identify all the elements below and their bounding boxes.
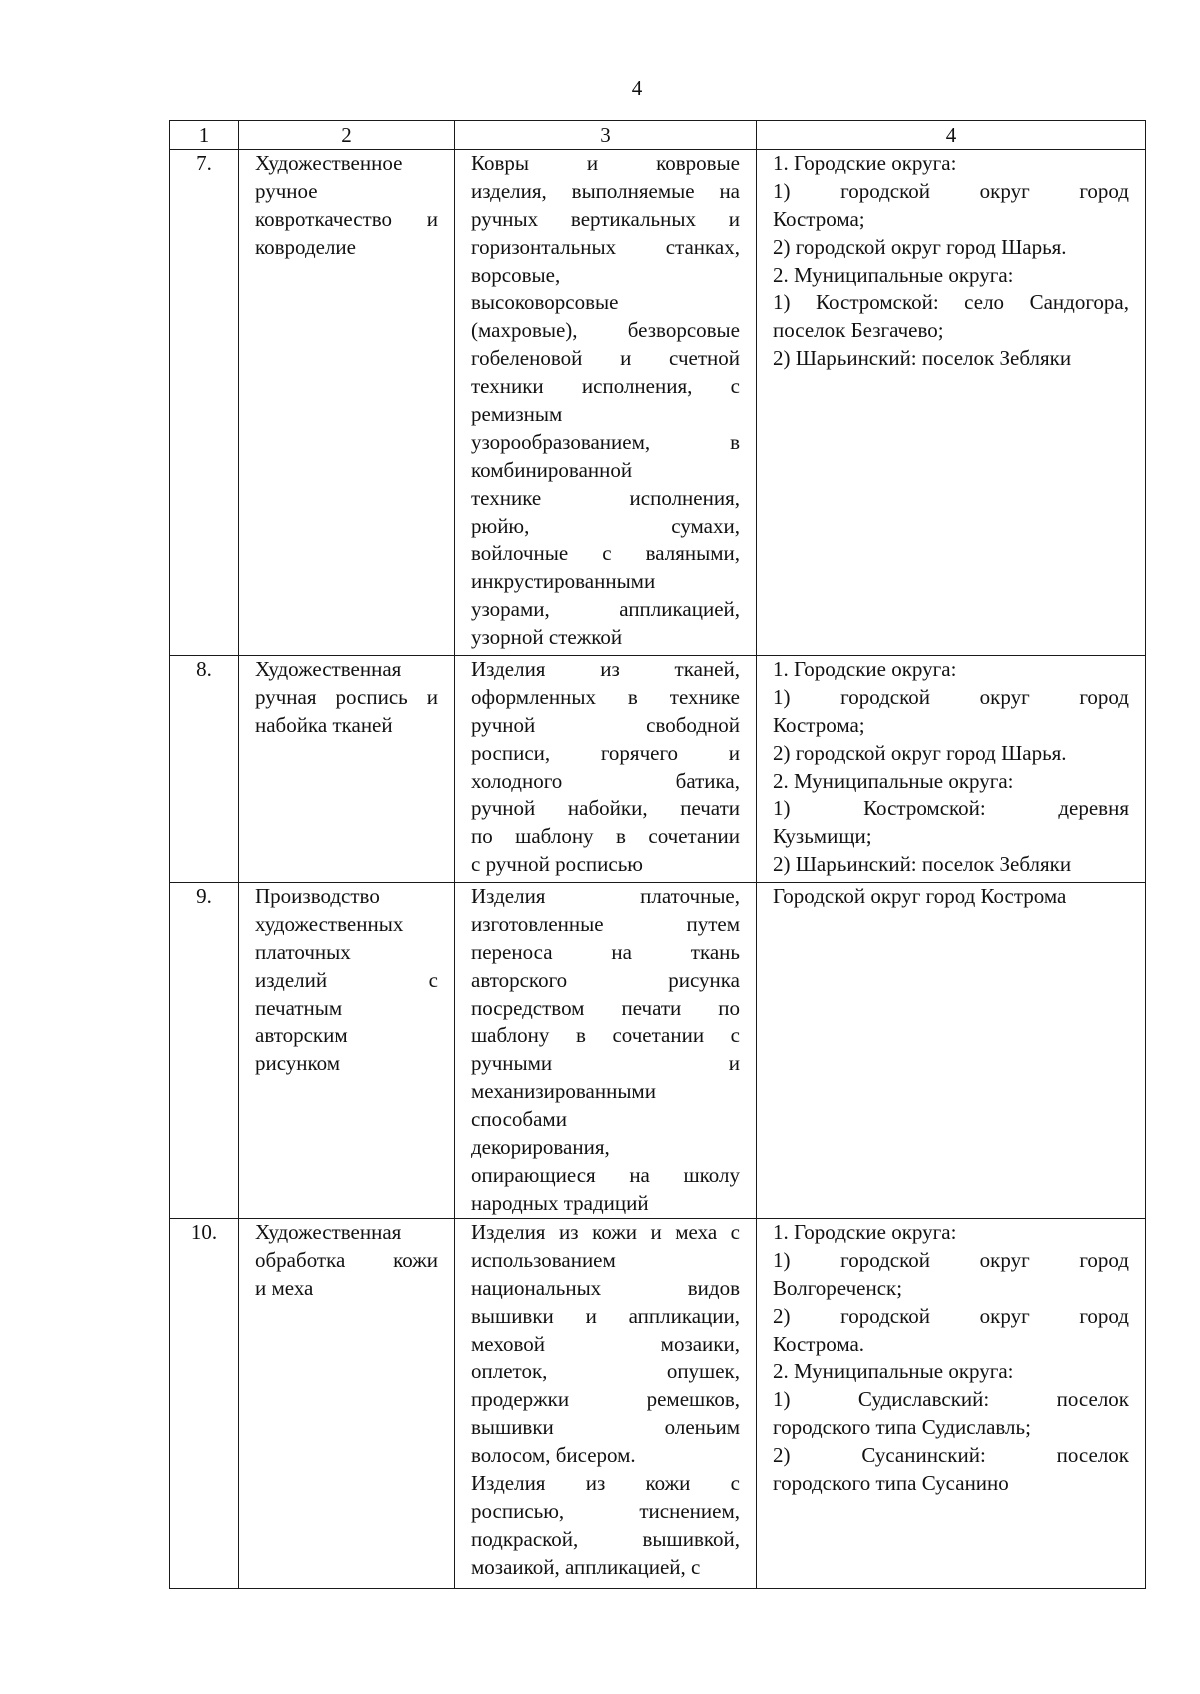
places-line: Кострома; — [773, 712, 865, 737]
places-line: 1. Городские округа: — [773, 151, 957, 175]
places-cell — [757, 1219, 1146, 1589]
products-line: по шаблону в сочетании — [471, 824, 740, 849]
craft-line: Художественная — [255, 657, 402, 681]
places-line: Волгореченск; — [773, 1275, 903, 1300]
craft-line: платочных — [255, 939, 351, 964]
craft-name-cell — [239, 656, 455, 883]
places-line: Кузьмищи; — [773, 824, 872, 849]
table-row — [170, 1219, 1146, 1589]
craft-line: Художественная — [255, 1220, 402, 1244]
products-line: Изделия из тканей, — [471, 657, 740, 681]
products-cell — [455, 883, 757, 1219]
products-line: оплеток, опушек, — [471, 1359, 740, 1384]
products-line: с ручной росписью — [471, 852, 643, 877]
products-line: росписью, тиснением, — [471, 1498, 740, 1523]
craft-line: Художественное — [255, 151, 403, 175]
products-line: холодного батика, — [471, 768, 740, 793]
places-line: 1) городской округ город — [773, 684, 1129, 709]
products-line: горизонтальных станках, — [471, 234, 740, 259]
products-line: механизированными — [471, 1079, 656, 1104]
places-line: городского типа Судиславль; — [773, 1415, 1031, 1440]
products-line: Изделия из кожи с — [471, 1471, 740, 1496]
places-line: 2) Шарьинский: поселок Зебляки — [773, 346, 1072, 371]
places-line: Кострома. — [773, 1331, 865, 1356]
products-line: ручных вертикальных и — [471, 206, 740, 231]
craft-line: набойка тканей — [255, 712, 393, 737]
products-cell — [455, 656, 757, 883]
page-number: 4 — [631, 76, 643, 100]
products-line: меховой мозаики, — [471, 1331, 740, 1356]
places-line: 1. Городские округа: — [773, 657, 957, 681]
products-line: мозаикой, аппликацией, с — [471, 1554, 701, 1579]
products-line: изделия, выполняемые на — [471, 178, 740, 203]
products-line: ручными и — [471, 1051, 740, 1076]
craft-line: изделий с — [255, 967, 438, 992]
products-line: волосом, бисером. — [471, 1443, 636, 1468]
products-line: использованием — [471, 1247, 616, 1272]
products-line: подкраской, вышивкой, — [471, 1526, 740, 1551]
products-line: ручной свободной — [471, 712, 740, 737]
products-line: рюйю, сумахи, — [471, 513, 740, 538]
products-cell — [455, 150, 757, 656]
craft-line: ковроткачество и — [255, 206, 438, 231]
header-col-4: 4 — [757, 121, 1146, 150]
products-line: Изделия платочные, — [471, 884, 740, 908]
places-line: 2. Муниципальные округа: — [773, 262, 1014, 287]
products-line: ручной набойки, печати — [471, 796, 740, 821]
table-header-row — [170, 121, 1146, 150]
table-row — [170, 656, 1146, 883]
places-line: 1. Городские округа: — [773, 1220, 957, 1244]
places-line: 2) городской округ город — [773, 1303, 1129, 1328]
products-line: инкрустированными — [471, 569, 656, 594]
craft-name-cell — [239, 150, 455, 656]
craft-line: рисунком — [255, 1051, 341, 1076]
products-line: оформленных в технике — [471, 684, 740, 709]
places-line: 2) городской округ город Шарья. — [773, 740, 1067, 765]
craft-name-cell — [239, 1219, 455, 1589]
craft-line: печатным — [255, 995, 343, 1020]
products-line: росписи, горячего и — [471, 740, 740, 765]
craft-name-cell — [239, 883, 455, 1219]
products-line: способами — [471, 1107, 567, 1132]
table-row — [170, 150, 1146, 656]
places-cell — [757, 883, 1146, 1219]
products-line: вышивки оленьим — [471, 1415, 740, 1440]
products-line: техники исполнения, с — [471, 374, 740, 399]
places-line: Городской округ город Кострома — [773, 884, 1067, 908]
products-line: шаблону в сочетании с — [471, 1023, 740, 1048]
places-line: 2) Шарьинский: поселок Зебляки — [773, 852, 1072, 877]
places-line: 2. Муниципальные округа: — [773, 768, 1014, 793]
craft-line: художественных — [255, 911, 404, 936]
products-line: опирающиеся на школу — [471, 1162, 740, 1187]
places-cell — [757, 656, 1146, 883]
craft-line: ковроделие — [255, 234, 356, 259]
products-line: гобеленовой и счетной — [471, 346, 740, 371]
craft-line: и меха — [255, 1275, 314, 1300]
products-line: узорами, аппликацией, — [471, 597, 740, 622]
places-line: 1) Костромской: деревня — [773, 796, 1129, 821]
places-line: 1) городской округ город — [773, 1247, 1129, 1272]
places-line: 2. Муниципальные округа: — [773, 1359, 1014, 1384]
products-line: вышивки и аппликации, — [471, 1303, 740, 1328]
row-number: 9. — [170, 883, 239, 1219]
products-line: (махровые), безворсовые — [471, 318, 740, 343]
row-number: 10. — [170, 1219, 239, 1589]
craft-line: авторским — [255, 1023, 348, 1048]
places-line: 1) Костромской: село Сандогора, — [773, 290, 1129, 315]
craft-line: обработка кожи — [255, 1247, 438, 1272]
products-line: переноса на ткань — [471, 939, 740, 964]
places-line: Кострома; — [773, 206, 865, 231]
crafts-registry-table — [169, 120, 1146, 1589]
places-line: поселок Безгачево; — [773, 318, 944, 343]
craft-line: Производство — [255, 884, 380, 908]
products-line: национальных видов — [471, 1275, 740, 1300]
products-line: высоковорсовые — [471, 290, 619, 315]
products-line: посредством печати по — [471, 995, 740, 1020]
products-line: Изделия из кожи и меха с — [471, 1220, 740, 1244]
products-line: продержки ремешков, — [471, 1387, 740, 1412]
products-line: ворсовые, — [471, 262, 561, 287]
craft-line: ручная роспись и — [255, 684, 438, 709]
table-row — [170, 883, 1146, 1219]
products-line: комбинированной — [471, 457, 633, 482]
places-line: 1) городской округ город — [773, 178, 1129, 203]
row-number: 8. — [170, 656, 239, 883]
header-col-1: 1 — [170, 121, 239, 150]
products-line: изготовленные путем — [471, 911, 740, 936]
products-line: узорообразованием, в — [471, 429, 740, 454]
products-line: народных традиций — [471, 1190, 649, 1215]
places-line: 1) Судиславский: поселок — [773, 1387, 1129, 1412]
places-line: 2) городской округ город Шарья. — [773, 234, 1067, 259]
products-line: Ковры и ковровые — [471, 151, 740, 175]
products-line: декорирования, — [471, 1135, 610, 1160]
products-line: авторского рисунка — [471, 967, 740, 992]
products-line: войлочные с валяными, — [471, 541, 740, 566]
places-line: городского типа Сусанино — [773, 1471, 1009, 1496]
products-line: узорной стежкой — [471, 625, 623, 650]
row-number: 7. — [170, 150, 239, 656]
craft-line: ручное — [255, 178, 318, 203]
header-col-3: 3 — [455, 121, 757, 150]
header-col-2: 2 — [239, 121, 455, 150]
products-line: технике исполнения, — [471, 485, 740, 510]
products-cell — [455, 1219, 757, 1589]
places-line: 2) Сусанинский: поселок — [773, 1443, 1129, 1468]
places-cell — [757, 150, 1146, 656]
products-line: ремизным — [471, 402, 563, 427]
